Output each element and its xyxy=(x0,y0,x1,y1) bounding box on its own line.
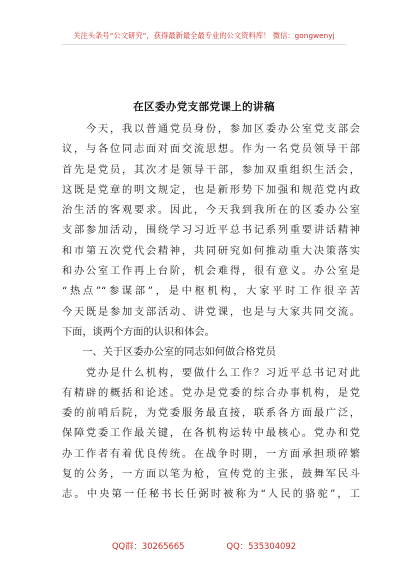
body-line: “热点”“参谋部”，是中枢机构，大家平时工作很辛苦 xyxy=(62,286,360,298)
body-line: 治生活的客观要求。因此，今天我到我所在的区委办公室 xyxy=(62,205,360,217)
footer-qq-group: QQ群：30265665 xyxy=(111,541,185,551)
body-line: 议，与各位同志面对面交流思想。作为一名党员领导干部 xyxy=(62,144,360,156)
body-line: 办工作者有着优良传统。在战争时期，一方面承担琐碎繁 xyxy=(62,448,360,460)
body-line: 首先是党员，其次才是领导干部，参加双重组织生活会， xyxy=(62,164,360,176)
header-banner: 关注头条号“公文研究”，获得最新最全最专业的公文资料库！ 微信：gongwenyj xyxy=(73,31,335,40)
body-line: 保障党委工作最关键，在各机构运转中最核心。党办和党 xyxy=(62,428,360,440)
footer-qq-number: QQ：535304092 xyxy=(226,541,297,551)
body-line: 有精辟的概括和论述。党办是党委的综合办事机构，是党 xyxy=(62,387,360,399)
body-line: 支部参加活动，围绕学习习近平总书记系列重要讲话精神 xyxy=(62,225,360,237)
body-line: 这既是党章的明文规定，也是新形势下加强和规范党内政 xyxy=(62,184,360,196)
body-line: 今天，我以普通党员身份，参加区委办公室党支部会 xyxy=(62,124,360,135)
document-body xyxy=(62,120,360,506)
body-line: 和办公室工作再上台阶，机会难得，很有意义。办公室是 xyxy=(62,266,360,278)
body-line: 下面，谈两个方面的认识和体会。 xyxy=(62,326,215,338)
section-heading: 一、关于区委办公室的同志如何做合格党员 xyxy=(62,347,276,359)
body-line: 复的公务，一方面以笔为枪，宣传党的主张，鼓舞军民斗 xyxy=(62,469,360,481)
body-line: 今天既是参加支部活动、讲党课，也是与大家共同交流。 xyxy=(62,306,360,318)
header-divider xyxy=(62,44,346,45)
footer-contact xyxy=(0,540,408,552)
document-title: 在区委办党支部党课上的讲稿 xyxy=(133,101,275,113)
body-line: 委的前哨后院，为党委服务最直接，联系各方面最广泛， xyxy=(62,408,360,420)
body-line: 和市第五次党代会精神，共同研究如何推动重大决策落实 xyxy=(62,245,360,257)
body-line: 党办是什么机构，要做什么工作？习近平总书记对此 xyxy=(62,367,360,379)
body-line: 志。中央第一任秘书长任弼时被称为“人民的骆驼”，工 xyxy=(62,489,360,501)
